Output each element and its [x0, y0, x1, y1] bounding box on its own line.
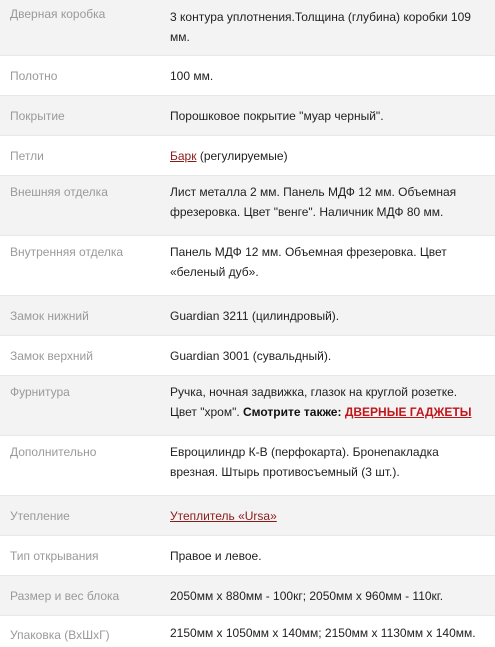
door-gadgets-link[interactable]: ДВЕРНЫЕ ГАДЖЕТЫ [345, 405, 472, 419]
spec-row-door-frame [0, 0, 495, 56]
spec-key: Дополнительно [0, 436, 160, 496]
spec-value: 100 мм. [160, 56, 495, 96]
spec-value: Порошковое покрытие "муар черный". [160, 96, 495, 136]
spec-value: Евроцилиндр К-В (перфокарта). Бронenакладка врезная. Штырь противосъемный (3 шт.). [160, 436, 495, 496]
spec-row-hardware [0, 376, 495, 436]
spec-row-size-weight [0, 576, 495, 616]
spec-key: Внешняя отделка [0, 176, 160, 236]
hardware-text: Ручка, ночная задвижка, глазок на круглой розетке. Цвет "хром". [170, 385, 457, 419]
spec-value [160, 496, 495, 536]
spec-key: Внутренняя отделка [0, 236, 160, 296]
spec-key: Утепление [0, 496, 160, 536]
spec-key: Петли [0, 136, 160, 176]
see-also-label: Смотрите также: [243, 405, 341, 419]
spec-row-leaf [0, 56, 495, 96]
spec-value: Лист металла 2 мм. Панель МДФ 12 мм. Объемная фрезеровка. Цвет "венге". Наличник МДФ 80 мм. [160, 176, 495, 236]
spec-value: 2150мм х 1050мм х 140мм; 2150мм х 1130мм х 140мм. [160, 616, 495, 647]
spec-value: Правое и левое. [160, 536, 495, 576]
spec-row-lower-lock [0, 296, 495, 336]
spec-value: 2050мм х 880мм - 100кг; 2050мм х 960мм - 110кг. [160, 576, 495, 616]
spec-value [160, 136, 495, 176]
spec-row-coating [0, 96, 495, 136]
spec-key: Замок верхний [0, 336, 160, 376]
spec-key: Покрытие [0, 96, 160, 136]
spec-value: Панель МДФ 12 мм. Объемная фрезеровка. Цвет «беленый дуб». [160, 236, 495, 296]
spec-key: Упаковка (ВхШхГ) [0, 616, 160, 647]
insulation-link[interactable]: Утеплитель «Ursa» [170, 509, 277, 523]
spec-key: Размер и вес блока [0, 576, 160, 616]
hinges-link[interactable]: Барк [170, 149, 196, 163]
spec-row-hinges [0, 136, 495, 176]
spec-row-upper-lock [0, 336, 495, 376]
spec-row-exterior-finish [0, 176, 495, 236]
spec-row-additional [0, 436, 495, 496]
spec-row-insulation [0, 496, 495, 536]
spec-row-packaging [0, 616, 495, 647]
spec-key: Полотно [0, 56, 160, 96]
spec-key: Дверная коробка [0, 0, 160, 56]
spec-key: Замок нижний [0, 296, 160, 336]
spec-row-interior-finish [0, 236, 495, 296]
hinges-note: (регулируемые) [196, 149, 287, 163]
spec-value: 3 контура уплотнения.Толщина (глубина) коробки 109 мм. [160, 0, 495, 56]
spec-value: Guardian 3001 (сувальдный). [160, 336, 495, 376]
spec-value [160, 376, 495, 436]
spec-row-opening-type [0, 536, 495, 576]
spec-value: Guardian 3211 (цилиндровый). [160, 296, 495, 336]
spec-key: Фурнитура [0, 376, 160, 436]
spec-key: Тип открывания [0, 536, 160, 576]
